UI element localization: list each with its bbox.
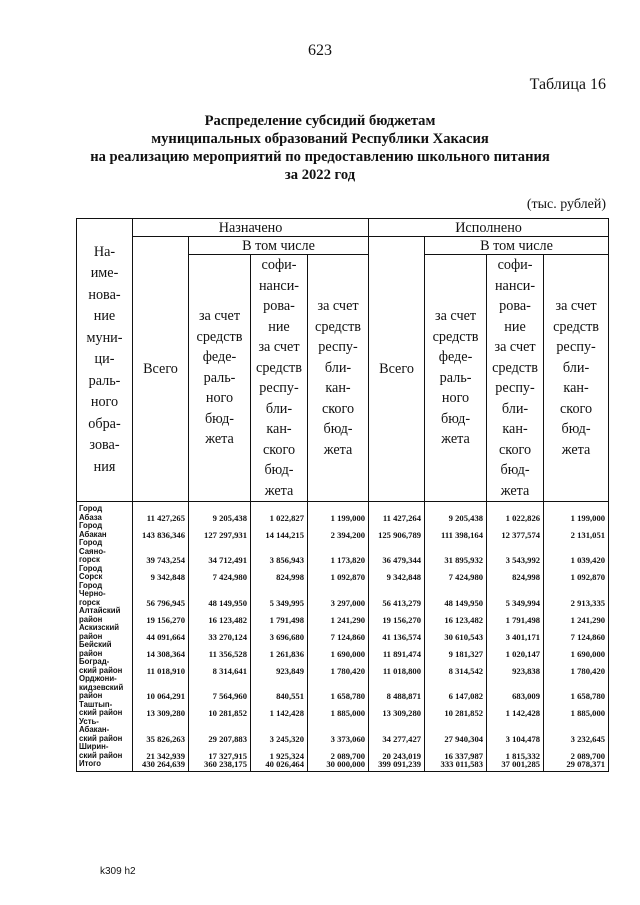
- value-cell: 7 124,860: [308, 624, 369, 641]
- value-cell: 31 895,932: [425, 539, 487, 565]
- value-cell: 7 124,860: [544, 624, 609, 641]
- value-cell: 1 022,826: [487, 502, 544, 523]
- value-cell: 1 658,780: [308, 675, 369, 701]
- table-row: [77, 718, 609, 744]
- value-cell: 840,551: [251, 675, 308, 701]
- subsidy-table: [76, 218, 609, 772]
- footer-code: k309 h2: [100, 866, 136, 877]
- value-cell: 1 022,827: [251, 502, 308, 523]
- header-assigned-total: Всего: [133, 237, 189, 502]
- value-cell: 2 131,051: [544, 522, 609, 539]
- value-cell: 40 026,464: [251, 760, 308, 771]
- value-cell: 9 342,848: [369, 565, 425, 582]
- value-cell: 399 091,239: [369, 760, 425, 771]
- value-cell: 3 104,478: [487, 718, 544, 744]
- header-executed-total: Всего: [369, 237, 425, 502]
- value-cell: 33 270,124: [189, 624, 251, 641]
- value-cell: 1 039,420: [544, 539, 609, 565]
- value-cell: 19 156,270: [133, 607, 189, 624]
- value-cell: 16 337,987: [425, 743, 487, 760]
- value-cell: 1 925,324: [251, 743, 308, 760]
- header-assigned-cofinance: софи- нанси- рова- ние за счет средств респу- бли- кан- ского бюд- жета: [251, 255, 308, 502]
- table-row: [77, 582, 609, 608]
- units-label: (тыс. рублей): [526, 197, 606, 212]
- municipality-name: Таштып- ский район: [77, 701, 133, 718]
- value-cell: 44 091,664: [133, 624, 189, 641]
- value-cell: 1 690,000: [544, 641, 609, 658]
- table-row: [77, 539, 609, 565]
- value-cell: 20 243,019: [369, 743, 425, 760]
- value-cell: 30 000,000: [308, 760, 369, 771]
- value-cell: 2 089,700: [544, 743, 609, 760]
- value-cell: 11 427,265: [133, 502, 189, 523]
- value-cell: 143 836,346: [133, 522, 189, 539]
- value-cell: 19 156,270: [369, 607, 425, 624]
- value-cell: 1 815,332: [487, 743, 544, 760]
- value-cell: 1 092,870: [544, 565, 609, 582]
- value-cell: 11 018,800: [369, 658, 425, 675]
- value-cell: 3 696,680: [251, 624, 308, 641]
- value-cell: 683,009: [487, 675, 544, 701]
- value-cell: 333 011,583: [425, 760, 487, 771]
- value-cell: 10 064,291: [133, 675, 189, 701]
- value-cell: 29 207,883: [189, 718, 251, 744]
- value-cell: 3 856,943: [251, 539, 308, 565]
- municipality-name: Ширин- ский район: [77, 743, 133, 760]
- table-row: [77, 607, 609, 624]
- header-municipality: На- име- нова- ние муни- ци- pаль- ного обра- зова- ния: [77, 219, 133, 502]
- value-cell: 13 309,280: [133, 701, 189, 718]
- total-row: [77, 760, 609, 771]
- value-cell: 1 791,498: [251, 607, 308, 624]
- municipality-name: Боград- ский район: [77, 658, 133, 675]
- table-body: [77, 502, 609, 772]
- value-cell: 39 743,254: [133, 539, 189, 565]
- value-cell: 9 205,438: [425, 502, 487, 523]
- page-number: 623: [308, 42, 332, 59]
- table-label: Таблица 16: [529, 76, 606, 93]
- value-cell: 8 314,641: [189, 658, 251, 675]
- value-cell: 2 394,200: [308, 522, 369, 539]
- header-executed-cofinance: софи- нанси- рова- ние за счет средств респу- бли- кан- ского бюд- жета: [487, 255, 544, 502]
- value-cell: 27 940,304: [425, 718, 487, 744]
- value-cell: 111 398,164: [425, 522, 487, 539]
- value-cell: 16 123,482: [189, 607, 251, 624]
- value-cell: 14 308,364: [133, 641, 189, 658]
- value-cell: 48 149,950: [425, 582, 487, 608]
- header-executed-federal: за счет средств феде- раль- ного бюд- жета: [425, 255, 487, 502]
- municipality-name: Орджони- кидзевский район: [77, 675, 133, 701]
- value-cell: 10 281,852: [189, 701, 251, 718]
- value-cell: 3 245,320: [251, 718, 308, 744]
- value-cell: 30 610,543: [425, 624, 487, 641]
- value-cell: 17 327,915: [189, 743, 251, 760]
- value-cell: 1 241,290: [544, 607, 609, 624]
- value-cell: 1 780,420: [544, 658, 609, 675]
- value-cell: 1 791,498: [487, 607, 544, 624]
- municipality-name: Город Абаза: [77, 502, 133, 523]
- table-row: [77, 565, 609, 582]
- title-line-4: за 2022 год: [284, 167, 356, 183]
- value-cell: 127 297,931: [189, 522, 251, 539]
- value-cell: 48 149,950: [189, 582, 251, 608]
- value-cell: 35 826,263: [133, 718, 189, 744]
- municipality-name: Город Абакан: [77, 522, 133, 539]
- municipality-name: Алтайский район: [77, 607, 133, 624]
- value-cell: 360 238,175: [189, 760, 251, 771]
- value-cell: 8 314,542: [425, 658, 487, 675]
- value-cell: 11 427,264: [369, 502, 425, 523]
- value-cell: 3 373,060: [308, 718, 369, 744]
- table-row: [77, 675, 609, 701]
- value-cell: 34 712,491: [189, 539, 251, 565]
- header-assigned-federal: за счет средств феде- раль- ного бюд- жета: [189, 255, 251, 502]
- value-cell: 3 232,645: [544, 718, 609, 744]
- value-cell: 824,998: [487, 565, 544, 582]
- value-cell: 9 205,438: [189, 502, 251, 523]
- header-assigned: Назначено: [133, 219, 369, 237]
- municipality-name: Итого: [77, 760, 133, 771]
- municipality-name: Город Черно- горск: [77, 582, 133, 608]
- municipality-name: Усть- Абакан- ский район: [77, 718, 133, 744]
- value-cell: 1 261,836: [251, 641, 308, 658]
- table-row: [77, 743, 609, 760]
- value-cell: 1 885,000: [544, 701, 609, 718]
- value-cell: 56 413,279: [369, 582, 425, 608]
- title-line-1: Распределение субсидий бюджетам: [204, 113, 436, 129]
- value-cell: 1 885,000: [308, 701, 369, 718]
- table-row: [77, 641, 609, 658]
- value-cell: 9 342,848: [133, 565, 189, 582]
- value-cell: 430 264,639: [133, 760, 189, 771]
- value-cell: 6 147,082: [425, 675, 487, 701]
- value-cell: 11 018,910: [133, 658, 189, 675]
- value-cell: 37 001,285: [487, 760, 544, 771]
- header-assigned-republic: за счет средств респу- бли- кан- ского бюд- жета: [308, 255, 369, 502]
- title-line-2: муниципальных образований Республики Хакасия: [151, 131, 489, 147]
- value-cell: 41 136,574: [369, 624, 425, 641]
- value-cell: 7 424,980: [425, 565, 487, 582]
- value-cell: 10 281,852: [425, 701, 487, 718]
- value-cell: 16 123,482: [425, 607, 487, 624]
- value-cell: 1 780,420: [308, 658, 369, 675]
- value-cell: 824,998: [251, 565, 308, 582]
- value-cell: 1 658,780: [544, 675, 609, 701]
- table-row: [77, 522, 609, 539]
- value-cell: 1 142,428: [487, 701, 544, 718]
- value-cell: 923,849: [251, 658, 308, 675]
- value-cell: 923,838: [487, 658, 544, 675]
- table-row: [77, 701, 609, 718]
- value-cell: 14 144,215: [251, 522, 308, 539]
- table-row: [77, 624, 609, 641]
- value-cell: 1 241,290: [308, 607, 369, 624]
- value-cell: 125 906,789: [369, 522, 425, 539]
- municipality-name: Аскизский район: [77, 624, 133, 641]
- header-assigned-including: В том числе: [189, 237, 369, 255]
- municipality-name: Город Сорск: [77, 565, 133, 582]
- value-cell: 1 142,428: [251, 701, 308, 718]
- value-cell: 11 356,528: [189, 641, 251, 658]
- value-cell: 12 377,574: [487, 522, 544, 539]
- value-cell: 8 488,871: [369, 675, 425, 701]
- municipality-name: Бейский район: [77, 641, 133, 658]
- value-cell: 56 796,945: [133, 582, 189, 608]
- header-executed-republic: за счет средств респу- бли- кан- ского бюд- жета: [544, 255, 609, 502]
- value-cell: 3 543,992: [487, 539, 544, 565]
- value-cell: 29 078,371: [544, 760, 609, 771]
- value-cell: 34 277,427: [369, 718, 425, 744]
- document-title: [60, 112, 580, 184]
- value-cell: 21 342,939: [133, 743, 189, 760]
- value-cell: 1 199,000: [308, 502, 369, 523]
- value-cell: 9 181,327: [425, 641, 487, 658]
- value-cell: 3 401,171: [487, 624, 544, 641]
- value-cell: 13 309,280: [369, 701, 425, 718]
- header-executed: Исполнено: [369, 219, 609, 237]
- value-cell: 1 092,870: [308, 565, 369, 582]
- value-cell: 5 349,995: [251, 582, 308, 608]
- value-cell: 5 349,994: [487, 582, 544, 608]
- value-cell: 11 891,474: [369, 641, 425, 658]
- value-cell: 3 297,000: [308, 582, 369, 608]
- value-cell: 1 199,000: [544, 502, 609, 523]
- header-executed-including: В том числе: [425, 237, 609, 255]
- value-cell: 1 020,147: [487, 641, 544, 658]
- table-row: [77, 502, 609, 523]
- municipality-name: Город Саяно- горск: [77, 539, 133, 565]
- value-cell: 7 424,980: [189, 565, 251, 582]
- value-cell: 2 089,700: [308, 743, 369, 760]
- value-cell: 36 479,344: [369, 539, 425, 565]
- table-row: [77, 658, 609, 675]
- value-cell: 7 564,960: [189, 675, 251, 701]
- title-line-3: на реализацию мероприятий по предоставлению школьного питания: [90, 149, 550, 165]
- value-cell: 1 173,820: [308, 539, 369, 565]
- value-cell: 1 690,000: [308, 641, 369, 658]
- value-cell: 2 913,335: [544, 582, 609, 608]
